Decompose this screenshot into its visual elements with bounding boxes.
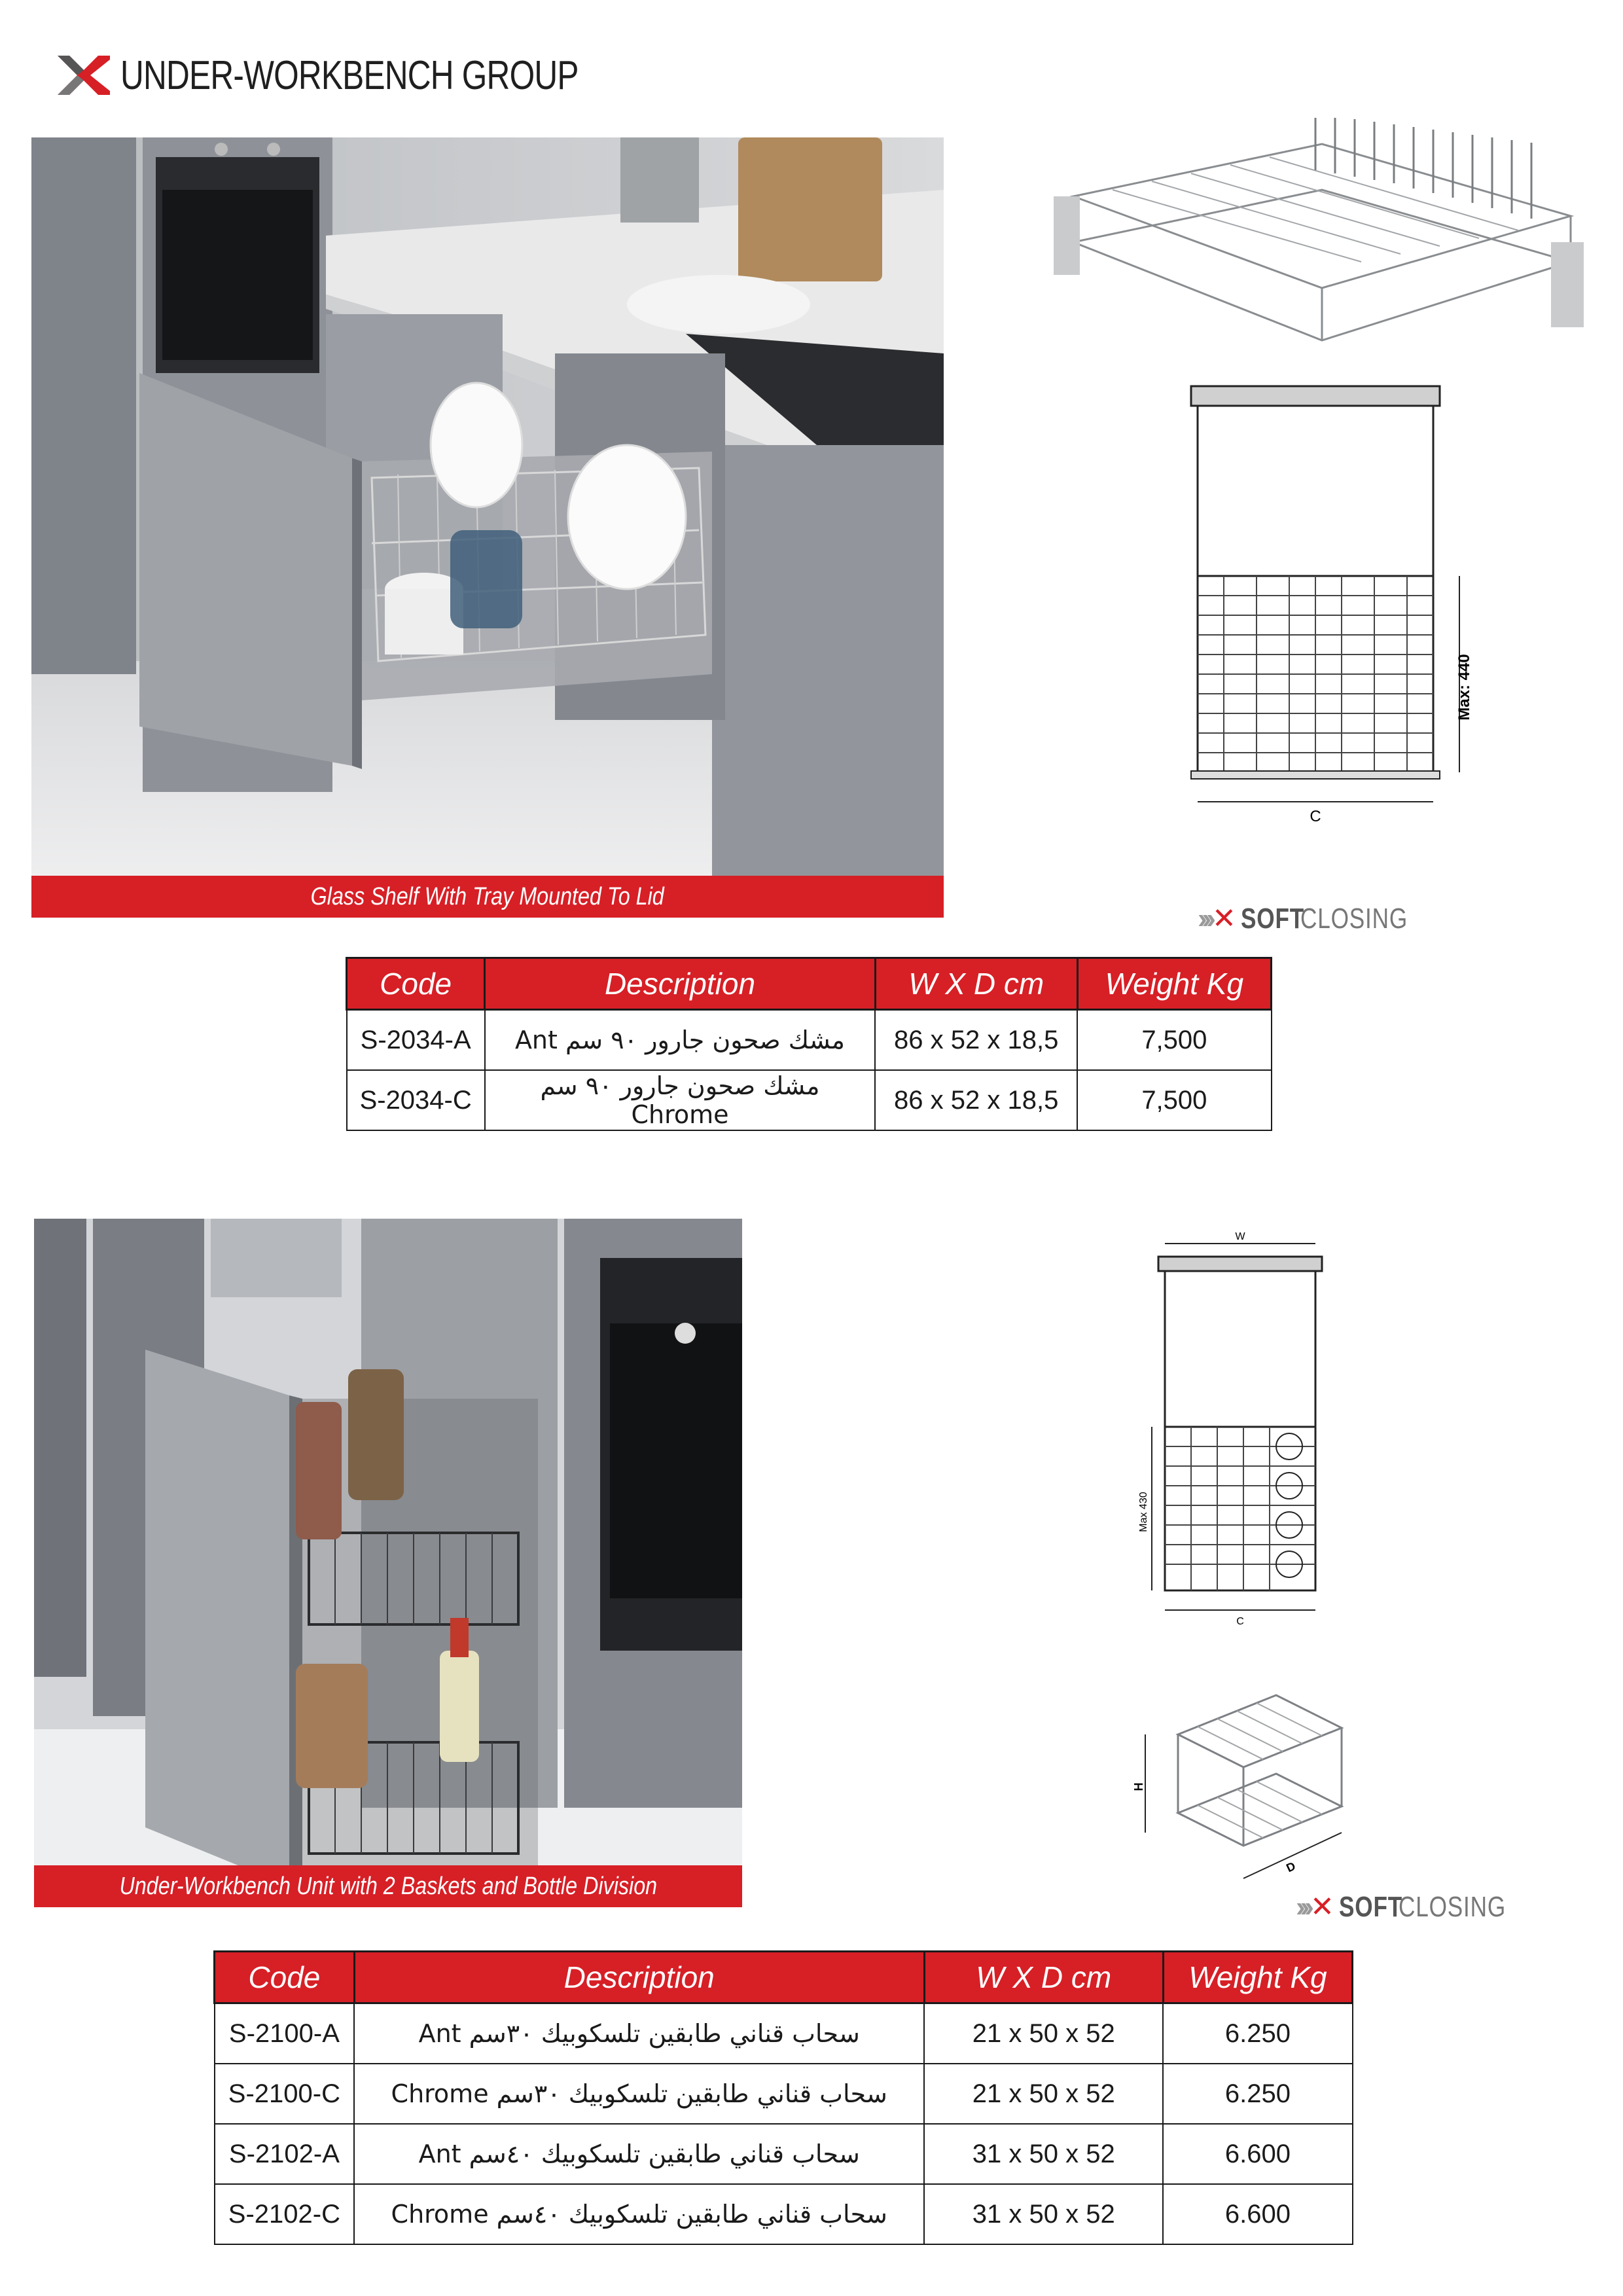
col-header-code: Code [347, 958, 485, 1010]
spec-table-dish-rack [346, 957, 1272, 1131]
tech-drawing-dish-rack [1171, 380, 1486, 825]
dim-width-label-2: C [1236, 1616, 1244, 1627]
brand-logo-icon [58, 56, 110, 95]
col-header-description: Description [354, 1952, 924, 2003]
dim-d-label: D [1284, 1859, 1298, 1875]
photo-caption-2: Under-Workbench Unit with 2 Baskets and Bottle Division [34, 1865, 742, 1907]
photo-caption: Glass Shelf With Tray Mounted To Lid [31, 876, 944, 918]
table-row: S-2102-C سحاب قناني طابقين تلسكوبيك ٤٠سم Chrome 31 x 50 x 52 6.600 [215, 2184, 1353, 2244]
spec-table-bottle-unit [213, 1950, 1353, 2245]
dim-top-label: W [1235, 1231, 1245, 1242]
page-header [58, 46, 693, 105]
col-header-weight: Weight Kg [1163, 1952, 1352, 2003]
table-row: S-2102-A سحاب قناني طابقين تلسكوبيك ٤٠سم Ant 31 x 50 x 52 6.600 [215, 2124, 1353, 2184]
col-header-size: W X D cm [875, 958, 1077, 1010]
dish-rack-technical-drawing [1171, 380, 1486, 825]
kitchen-photo-illustration-2 [34, 1219, 742, 1907]
bottle-unit-technical-drawing [1132, 1230, 1342, 1630]
soft-closing-badge-2: ››› ✕ SOFT CLOSING [1296, 1890, 1507, 1923]
brand-x-icon: ✕ [1310, 1891, 1335, 1923]
soft-closing-badge: ››› ✕ SOFT CLOSING [1198, 902, 1408, 935]
brand-x-icon: ✕ [1211, 903, 1237, 935]
col-header-code: Code [215, 1952, 355, 2003]
bottle-unit-3d-render [1126, 1662, 1374, 1898]
product-render-bottle-unit [1126, 1662, 1374, 1898]
product-photo-bottle-unit [34, 1219, 742, 1907]
dish-rack-3d-render [1034, 92, 1610, 380]
table-row: S-2034-A مشك صحون جارور ٩٠ سم Ant 86 x 52 x 18,5 7,500 [347, 1010, 1272, 1071]
tech-drawing-bottle-unit [1132, 1230, 1342, 1630]
dim-h-label: H [1132, 1782, 1145, 1791]
kitchen-photo-illustration [31, 137, 944, 918]
table-row: S-2100-A سحاب قناني طابقين تلسكوبيك ٣٠سم Ant 21 x 50 x 52 6.250 [215, 2003, 1353, 2064]
product-photo-dish-rack [31, 137, 944, 918]
chevron-arrows-icon: ››› [1296, 1890, 1309, 1923]
table-row: S-2034-C مشك صحون جارور ٩٠ سم Chrome 86 x 52 x 18,5 7,500 [347, 1070, 1272, 1130]
col-header-weight: Weight Kg [1077, 958, 1271, 1010]
chevron-arrows-icon: ››› [1198, 902, 1211, 935]
dim-height-label-2: Max 430 [1138, 1492, 1149, 1532]
dim-height-label: Max: 440 [1455, 654, 1473, 721]
dim-width-label: C [1310, 808, 1321, 825]
product-render-dish-rack [1034, 92, 1610, 380]
col-header-description: Description [485, 958, 875, 1010]
page-title: UNDER-WORKBENCH GROUP [120, 52, 579, 98]
col-header-size: W X D cm [924, 1952, 1163, 2003]
table-row: S-2100-C سحاب قناني طابقين تلسكوبيك ٣٠سم Chrome 21 x 50 x 52 6.250 [215, 2064, 1353, 2124]
